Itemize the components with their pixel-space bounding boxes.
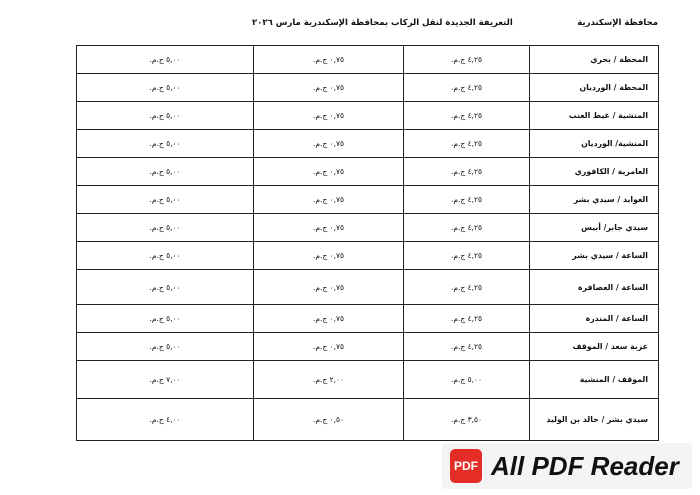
route-cell: سيدي جابر/ أبيس — [530, 214, 659, 242]
total-cell: ٥,٠٠ ج.م. — [77, 242, 254, 270]
total-cell: ٥,٠٠ ج.م. — [77, 74, 254, 102]
total-cell: ٥,٠٠ ج.م. — [77, 333, 254, 361]
fare-cell: ٤,٢٥ ج.م. — [404, 214, 530, 242]
increase-cell: ٠,٧٥ ج.م. — [254, 46, 404, 74]
fare-cell: ٤,٢٥ ج.م. — [404, 158, 530, 186]
table-row — [77, 399, 659, 441]
fare-table — [76, 45, 659, 441]
route-cell: العامرية / الكافوري — [530, 158, 659, 186]
table-row — [77, 361, 659, 399]
table-row — [77, 158, 659, 186]
increase-cell: ٠,٧٥ ج.م. — [254, 74, 404, 102]
route-cell: المنشية / غيط العنب — [530, 102, 659, 130]
table-row — [77, 46, 659, 74]
increase-cell: ٠,٧٥ ج.م. — [254, 270, 404, 305]
total-cell: ٥,٠٠ ج.م. — [77, 270, 254, 305]
total-cell: ٥,٠٠ ج.م. — [77, 214, 254, 242]
total-cell: ٧,٠٠ ج.م. — [77, 361, 254, 399]
total-cell: ٥,٠٠ ج.م. — [77, 102, 254, 130]
total-cell: ٥,٠٠ ج.م. — [77, 46, 254, 74]
fare-cell: ٤,٢٥ ج.م. — [404, 102, 530, 130]
increase-cell: ٠,٧٥ ج.م. — [254, 130, 404, 158]
route-cell: المنشية/ الورديان — [530, 130, 659, 158]
total-cell: ٥,٠٠ ج.م. — [77, 130, 254, 158]
table-row — [77, 333, 659, 361]
increase-cell: ٠,٧٥ ج.م. — [254, 242, 404, 270]
document-title: التعريفة الجديدة لنقل الركاب بمحافظة الإسكندرية مارس ٢٠٢٦ — [252, 18, 513, 28]
fare-cell: ٤,٢٥ ج.م. — [404, 242, 530, 270]
increase-cell: ٠,٧٥ ج.م. — [254, 305, 404, 333]
total-cell: ٥,٠٠ ج.م. — [77, 186, 254, 214]
route-cell: المحطة / بحري — [530, 46, 659, 74]
table-row — [77, 74, 659, 102]
total-cell: ٥,٠٠ ج.م. — [77, 305, 254, 333]
route-cell: سيدي بشر / خالد بن الوليد — [530, 399, 659, 441]
fare-cell: ٤,٢٥ ج.م. — [404, 333, 530, 361]
table-row — [77, 242, 659, 270]
increase-cell: ٢,٠٠ ج.م. — [254, 361, 404, 399]
table-row — [77, 305, 659, 333]
fare-cell: ٤,٢٥ ج.م. — [404, 186, 530, 214]
route-cell: الموقف / المنشية — [530, 361, 659, 399]
fare-cell: ٤,٢٥ ج.م. — [404, 74, 530, 102]
route-cell: المحطة / الورديان — [530, 74, 659, 102]
fare-cell: ٤,٢٥ ج.م. — [404, 305, 530, 333]
total-cell: ٥,٠٠ ج.م. — [77, 158, 254, 186]
fare-cell: ٣,٥٠ ج.م. — [404, 399, 530, 441]
table-row — [77, 102, 659, 130]
increase-cell: ٠,٥٠ ج.م. — [254, 399, 404, 441]
increase-cell: ٠,٧٥ ج.م. — [254, 214, 404, 242]
fare-cell: ٤,٢٥ ج.م. — [404, 46, 530, 74]
increase-cell: ٠,٧٥ ج.م. — [254, 186, 404, 214]
route-cell: عزبة سعد / الموقف — [530, 333, 659, 361]
governorate-label: محافظة الإسكندرية — [577, 18, 658, 28]
fare-cell: ٥,٠٠ ج.م. — [404, 361, 530, 399]
route-cell: الساعة / سيدي بشر — [530, 242, 659, 270]
route-cell: العوايد / سيدي بشر — [530, 186, 659, 214]
increase-cell: ٠,٧٥ ج.م. — [254, 102, 404, 130]
table-row — [77, 214, 659, 242]
brand-name: All PDF Reader — [491, 450, 679, 481]
table-row — [77, 130, 659, 158]
increase-cell: ٠,٧٥ ج.م. — [254, 333, 404, 361]
route-cell: الساعة / العصافرة — [530, 270, 659, 305]
document-header — [0, 14, 700, 32]
table-row — [77, 186, 659, 214]
increase-cell: ٠,٧٥ ج.م. — [254, 158, 404, 186]
route-cell: الساعة / المندرة — [530, 305, 659, 333]
total-cell: ٤,٠٠ ج.م. — [77, 399, 254, 441]
table-row — [77, 270, 659, 305]
fare-cell: ٤,٢٥ ج.م. — [404, 130, 530, 158]
pdf-icon: PDF — [450, 449, 482, 483]
fare-cell: ٤,٢٥ ج.م. — [404, 270, 530, 305]
app-watermark[interactable] — [442, 443, 692, 489]
